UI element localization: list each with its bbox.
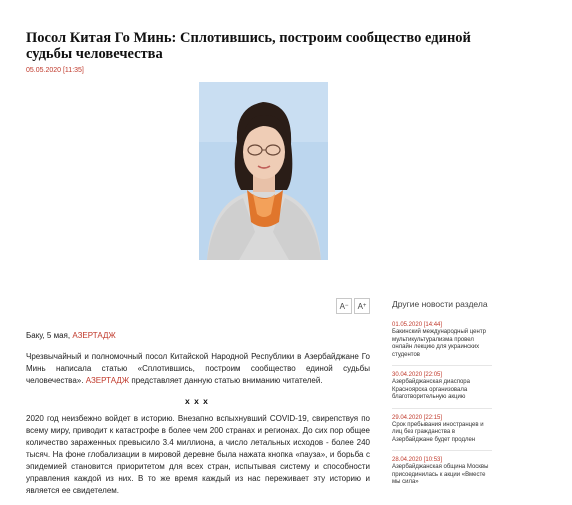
related-news-sidebar: [392, 299, 492, 499]
news-date: 01.05.2020 [14:44]: [392, 322, 443, 328]
news-date: 29.04.2020 [22:15]: [392, 414, 443, 421]
news-item[interactable]: [392, 372, 492, 409]
news-date: 28.04.2020 [10:53]: [392, 457, 443, 463]
news-date: 30.04.2020 [22:05]: [392, 372, 443, 378]
news-item[interactable]: [392, 415, 492, 452]
font-size-controls: [336, 298, 370, 314]
article-title: Посол Китая Го Минь: Сплотившись, построим сообщество единой судьбы человечества: [26, 30, 471, 62]
font-decrease-label: A: [339, 301, 345, 311]
sidebar-heading: Другие новости раздела: [392, 299, 488, 309]
news-title-link[interactable]: Бакинский международный центр мультикультурализма провел онлайн лекцию для украинских студентов: [392, 329, 486, 358]
dateline: [26, 331, 116, 340]
lead-paragraph: [26, 351, 370, 387]
news-title-link[interactable]: Азербайджанская диаспора Красноярска организовала благотворительную акцию: [392, 379, 470, 400]
body-paragraph: 2020 год неизбежно войдет в историю. Внезапно вспыхнувший COVID-19, свирепствуя по всему миру, приводит к катастрофе в более чем 200 странах и регионах. До сих пор общее количество зараженных превысило 3.4 миллиона, а число летальных исходов - более 240 тысяч. На фоне глобализации в мировой деревне была нажата кнопка «пауза», и борьба с эпидемией становится приоритетом для всех стран, испытывая систему и способности управления каждой из них. В то же время каждый из нас переживает эту историю и является ее свидетелем.: [26, 414, 370, 495]
section-separator: x x x: [185, 396, 209, 406]
font-increase-label: A: [357, 301, 363, 311]
news-item[interactable]: [392, 322, 492, 366]
news-title-link[interactable]: Срок пребывания иностранцев и лиц без гражданства в Азербайджане будет продлен: [392, 421, 484, 443]
agency-link[interactable]: АЗЕРТАДЖ: [72, 331, 116, 340]
lead-agency-link[interactable]: АЗЕРТАДЖ: [85, 376, 130, 385]
font-decrease-button[interactable]: A −: [336, 298, 352, 314]
ambassador-photo: [199, 82, 328, 260]
lead-text-end: представляет данную статью вниманию читателей.: [131, 376, 323, 385]
news-item[interactable]: [392, 457, 492, 493]
dateline-prefix: Баку, 5 мая,: [26, 331, 71, 340]
lead-text: Чрезвычайный и полномочный посол Китайской Народной Республики в Азербайджане Го Минь написала статью «Сплотившись, построим сообщество единой судьбы человечества».: [26, 352, 370, 385]
news-title-link[interactable]: Азербайджанская община Москвы присоединилась к акции «Вместе мы сила»: [392, 464, 489, 485]
font-increase-button[interactable]: A +: [354, 298, 370, 314]
article-date: 05.05.2020 [11:35]: [26, 67, 84, 74]
